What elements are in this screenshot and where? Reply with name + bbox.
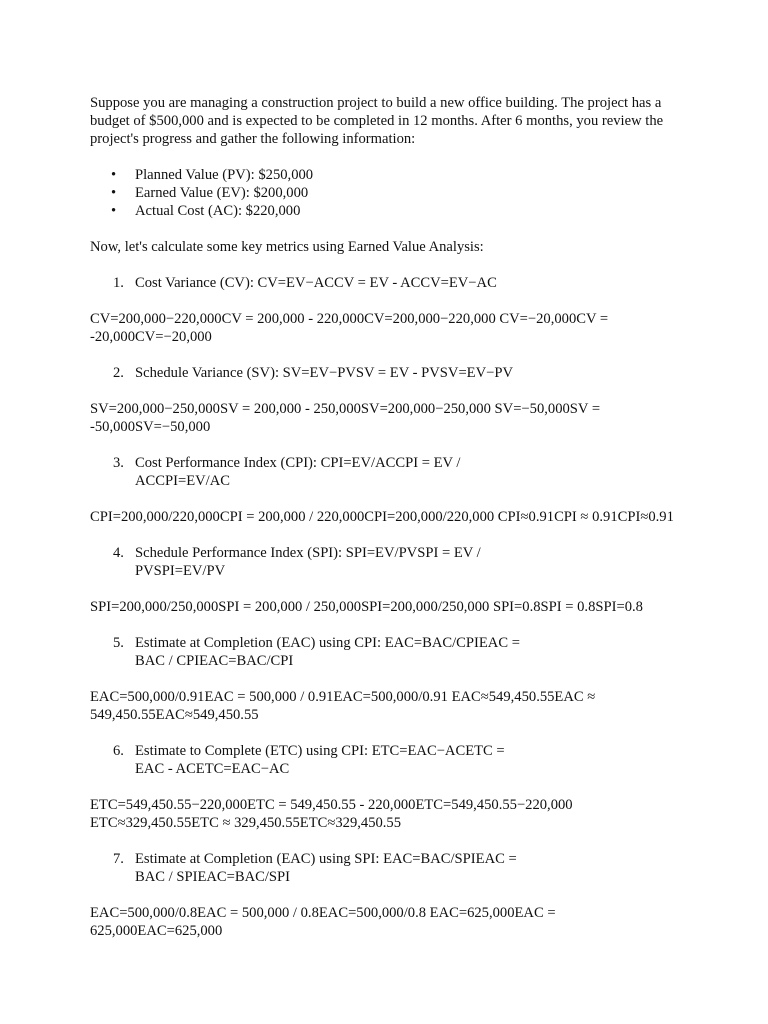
step-heading-text: Schedule Performance Index (SPI): SPI=EV/PVSPI = EV / PVSPI=EV/PV [135,545,481,579]
list-item: • Actual Cost (AC): $220,000 [135,202,678,220]
step-4 [90,544,678,580]
step-number: 2. [113,365,124,381]
step-2 [90,364,678,382]
step-heading [113,850,528,886]
step-1 [90,274,678,292]
list-item: • Earned Value (EV): $200,000 [135,184,678,202]
step-number: 4. [113,545,124,561]
step-heading [113,364,528,382]
step-heading-text: Estimate to Complete (ETC) using CPI: ETC=EAC−ACETC = EAC - ACETC=EAC−AC [135,743,505,777]
calculation-paragraph: CV=200,000−220,000CV = 200,000 - 220,000CV=200,000−220,000 CV=−20,000CV = -20,000CV=−20,000 [90,311,609,345]
step-heading [113,634,528,670]
step-heading [113,742,528,778]
step-number: 6. [113,743,124,759]
step-number: 5. [113,635,124,651]
lead-paragraph: Now, let's calculate some key metrics using Earned Value Analysis: [90,239,484,255]
project-info-list [90,166,678,220]
step-heading-text: Estimate at Completion (EAC) using CPI: EAC=BAC/CPIEAC = BAC / CPIEAC=BAC/CPI [135,635,520,669]
step-6 [90,742,678,778]
step-number: 3. [113,455,124,471]
step-heading [113,544,528,580]
list-item: • Planned Value (PV): $250,000 [135,166,678,184]
intro-paragraph: Suppose you are managing a construction project to build a new office building. The project has a budget of $500,000 and is expected to be completed in 12 months. After 6 months, you review the project's progress and gather the following information: [90,95,664,147]
step-7 [90,850,678,886]
step-3 [90,454,678,490]
step-heading-text: Schedule Variance (SV): SV=EV−PVSV = EV - PVSV=EV−PV [135,365,514,381]
step-heading-text: Cost Performance Index (CPI): CPI=EV/ACCPI = EV / ACCPI=EV/AC [135,455,461,489]
step-number: 7. [113,851,124,867]
step-5 [90,634,678,670]
step-number: 1. [113,275,124,291]
step-heading-text: Cost Variance (CV): CV=EV−ACCV = EV - ACCV=EV−AC [135,275,497,291]
calculation-paragraph: CPI=200,000/220,000CPI = 200,000 / 220,000CPI=200,000/220,000 CPI≈0.91CPI ≈ 0.91CPI≈0.91 [90,509,674,525]
calculation-paragraph: EAC=500,000/0.91EAC = 500,000 / 0.91EAC=500,000/0.91 EAC≈549,450.55EAC ≈ 549,450.55EAC≈549,450.55 [90,689,596,723]
step-heading [113,274,528,292]
step-heading [113,454,528,490]
calculation-paragraph: SPI=200,000/250,000SPI = 200,000 / 250,000SPI=200,000/250,000 SPI=0.8SPI = 0.8SPI=0.8 [90,599,643,615]
calculation-paragraph: ETC=549,450.55−220,000ETC = 549,450.55 - 220,000ETC=549,450.55−220,000 ETC≈329,450.55ETC ≈ 329,450.55ETC≈329,450.55 [90,797,573,831]
calculation-paragraph: SV=200,000−250,000SV = 200,000 - 250,000SV=200,000−250,000 SV=−50,000SV = -50,000SV=−50,000 [90,401,601,435]
step-heading-text: Estimate at Completion (EAC) using SPI: EAC=BAC/SPIEAC = BAC / SPIEAC=BAC/SPI [135,851,517,885]
calculation-paragraph: EAC=500,000/0.8EAC = 500,000 / 0.8EAC=500,000/0.8 EAC=625,000EAC = 625,000EAC=625,000 [90,905,556,939]
